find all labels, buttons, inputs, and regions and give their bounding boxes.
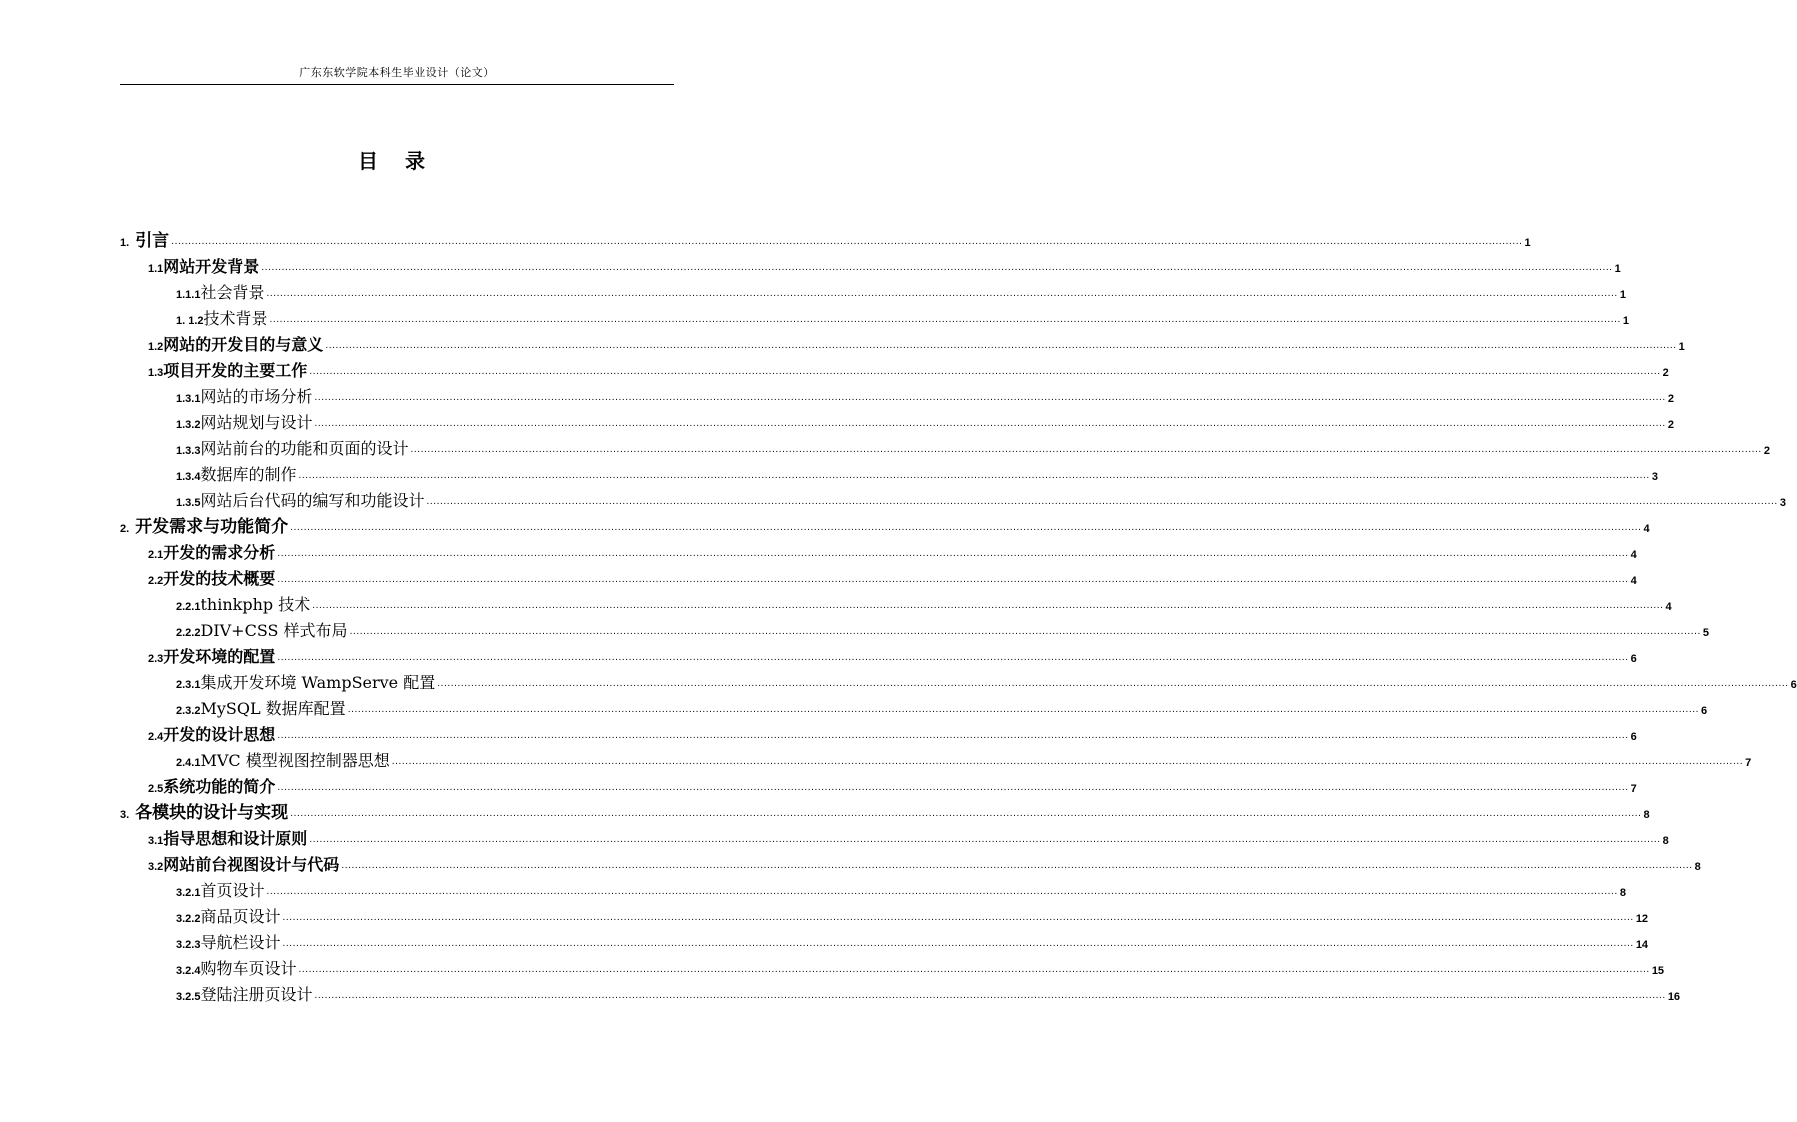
toc-leader-dots: ................................................................................................................................................................................................................................................................................................................................................................................................................	[277, 652, 1629, 663]
toc-entry-title: 首页设计	[200, 881, 265, 900]
toc-entry-number: 3.2	[148, 861, 164, 873]
toc-leader-dots: ................................................................................................................................................................................................................................................................................................................................................................................................................	[282, 938, 1634, 949]
toc-entry-title: 系统功能的简介	[163, 777, 276, 796]
toc-entry[interactable]	[120, 225, 1531, 251]
toc-leader-dots: ................................................................................................................................................................................................................................................................................................................................................................................................................	[437, 678, 1789, 689]
toc-entry-number: 2.2.2	[176, 627, 201, 639]
toc-entry-title: 网站前台视图设计与代码	[163, 855, 340, 874]
toc-leader-dots: ................................................................................................................................................................................................................................................................................................................................................................................................................	[314, 418, 1666, 429]
toc-leader-dots: ................................................................................................................................................................................................................................................................................................................................................................................................................	[309, 834, 1661, 845]
toc-entry-page: 2	[1667, 393, 1674, 405]
toc-entry-page: 4	[1643, 523, 1650, 535]
toc-leader-dots: ................................................................................................................................................................................................................................................................................................................................................................................................................	[312, 600, 1664, 611]
toc-entry[interactable]	[120, 511, 1650, 537]
toc-entry[interactable]	[120, 667, 1797, 693]
toc-entry[interactable]	[120, 797, 1650, 823]
toc-entry-title: 网站开发背景	[163, 257, 260, 276]
toc-entry-title: 技术背景	[203, 309, 268, 328]
toc-leader-dots: ................................................................................................................................................................................................................................................................................................................................................................................................................	[314, 990, 1666, 1001]
toc-entry[interactable]	[120, 563, 1637, 589]
toc-leader-dots: ................................................................................................................................................................................................................................................................................................................................................................................................................	[261, 262, 1613, 273]
toc-entry-title: 指导思想和设计原则	[163, 829, 308, 848]
toc-entry[interactable]	[120, 849, 1701, 875]
toc-leader-dots: ................................................................................................................................................................................................................................................................................................................................................................................................................	[349, 626, 1701, 637]
toc-entry-title: 网站的开发目的与意义	[163, 335, 324, 354]
toc-entry-number: 1.3.3	[176, 445, 201, 457]
toc-entry-number: 3.2.5	[176, 991, 201, 1003]
toc-entry-number: 2.2.1	[176, 601, 201, 613]
toc-entry-page: 1	[1678, 341, 1685, 353]
toc-entry-number: 2.	[120, 523, 130, 535]
toc-entry[interactable]	[120, 641, 1637, 667]
running-header: 广东东软学院本科生毕业设计（论文）	[299, 66, 495, 79]
toc-entry[interactable]	[120, 485, 1786, 511]
toc-entry[interactable]	[120, 329, 1685, 355]
toc-entry-title: 开发的需求分析	[163, 543, 276, 562]
toc-entry-page: 8	[1619, 887, 1626, 899]
toc-entry-number: 3.2.1	[176, 887, 201, 899]
toc-entry-page: 1	[1619, 289, 1626, 301]
toc-entry[interactable]	[120, 381, 1674, 407]
toc-entry-page: 1	[1524, 237, 1531, 249]
toc-entry-title: thinkphp 技术	[200, 595, 311, 614]
toc-entry-title: 社会背景	[200, 283, 265, 302]
toc-entry-page: 2	[1667, 419, 1674, 431]
toc-entry-number: 1.1	[148, 263, 164, 275]
toc-entry-title: MySQL 数据库配置	[200, 699, 346, 718]
toc-entry-title: 开发的技术概要	[163, 569, 276, 588]
toc-leader-dots: ................................................................................................................................................................................................................................................................................................................................................................................................................	[298, 964, 1650, 975]
toc-leader-dots: ................................................................................................................................................................................................................................................................................................................................................................................................................	[391, 756, 1744, 767]
toc-entry-page: 7	[1745, 757, 1752, 769]
toc-entry[interactable]	[120, 537, 1637, 563]
toc-leader-dots: ................................................................................................................................................................................................................................................................................................................................................................................................................	[325, 340, 1677, 351]
toc-entry-page: 6	[1630, 653, 1637, 665]
toc-entry-title: 项目开发的主要工作	[163, 361, 308, 380]
toc-entry-number: 1.1.1	[176, 289, 201, 301]
toc-entry-number: 2.3.1	[176, 679, 201, 691]
toc-leader-dots: ................................................................................................................................................................................................................................................................................................................................................................................................................	[171, 236, 1523, 247]
toc-entry-page: 12	[1635, 913, 1649, 925]
toc-leader-dots: ................................................................................................................................................................................................................................................................................................................................................................................................................	[426, 496, 1778, 507]
toc-entry-number: 2.5	[148, 783, 164, 795]
toc-entry-title: 开发的设计思想	[163, 725, 276, 744]
toc-entry-number: 3.2.2	[176, 913, 201, 925]
toc-leader-dots: ................................................................................................................................................................................................................................................................................................................................................................................................................	[282, 912, 1634, 923]
toc-entry[interactable]	[120, 433, 1770, 459]
toc-entry-page: 1	[1622, 315, 1629, 327]
toc-entry-title: 开发环境的配置	[163, 647, 276, 666]
toc-leader-dots: ................................................................................................................................................................................................................................................................................................................................................................................................................	[266, 886, 1618, 897]
toc-entry-title: 网站的市场分析	[200, 387, 313, 406]
toc-entry-title: 集成开发环境 WampServe 配置	[200, 673, 436, 692]
toc-entry[interactable]	[120, 771, 1637, 797]
toc-entry-title: 登陆注册页设计	[200, 985, 313, 1004]
header-rule	[120, 84, 674, 85]
toc-entry-page: 2	[1763, 445, 1770, 457]
toc-entry[interactable]	[120, 953, 1665, 979]
toc-leader-dots: ................................................................................................................................................................................................................................................................................................................................................................................................................	[277, 574, 1629, 585]
toc-entry-page: 2	[1662, 367, 1669, 379]
toc-entry[interactable]	[120, 277, 1626, 303]
toc-entry-page: 15	[1651, 965, 1665, 977]
toc-entry-page: 8	[1643, 809, 1650, 821]
toc-entry-page: 14	[1635, 939, 1649, 951]
toc-leader-dots: ................................................................................................................................................................................................................................................................................................................................................................................................................	[277, 782, 1629, 793]
toc-entry-title: 导航栏设计	[200, 933, 281, 952]
toc-leader-dots: ................................................................................................................................................................................................................................................................................................................................................................................................................	[269, 314, 1621, 325]
toc-entry[interactable]	[120, 875, 1626, 901]
toc-entry-number: 1.2	[148, 341, 164, 353]
toc-entry-page: 8	[1694, 861, 1701, 873]
toc-entry-number: 1.	[120, 237, 130, 249]
toc-entry-number: 1. 1.2	[176, 315, 204, 327]
toc-entry-number: 2.2	[148, 575, 164, 587]
table-of-contents	[120, 225, 1797, 1005]
toc-entry[interactable]	[120, 615, 1710, 641]
toc-entry[interactable]	[120, 355, 1669, 381]
toc-entry-number: 1.3	[148, 367, 164, 379]
toc-entry-title: 商品页设计	[200, 907, 281, 926]
toc-entry-page: 1	[1614, 263, 1621, 275]
toc-entry[interactable]	[120, 745, 1752, 771]
toc-leader-dots: ................................................................................................................................................................................................................................................................................................................................................................................................................	[298, 470, 1650, 481]
toc-entry-page: 5	[1702, 627, 1710, 639]
toc-entry-page: 7	[1630, 783, 1637, 795]
toc-entry[interactable]	[120, 459, 1658, 485]
toc-entry-number: 2.3	[148, 653, 164, 665]
toc-entry-page: 3	[1651, 471, 1658, 483]
toc-entry-title: 网站后台代码的编写和功能设计	[200, 491, 425, 510]
toc-leader-dots: ................................................................................................................................................................................................................................................................................................................................................................................................................	[347, 704, 1700, 715]
toc-entry-number: 1.3.1	[176, 393, 201, 405]
toc-entry-title: 网站前台的功能和页面的设计	[200, 439, 409, 458]
toc-entry-page: 4	[1630, 549, 1637, 561]
toc-entry-page: 6	[1630, 731, 1637, 743]
toc-entry-number: 2.4.1	[176, 757, 201, 769]
toc-entry[interactable]	[120, 303, 1629, 329]
toc-entry-title: 购物车页设计	[200, 959, 297, 978]
toc-entry-number: 3.1	[148, 835, 164, 847]
toc-entry-number: 2.1	[148, 549, 164, 561]
toc-entry-page: 16	[1667, 991, 1681, 1003]
toc-entry[interactable]	[120, 927, 1649, 953]
toc-entry[interactable]	[120, 901, 1649, 927]
toc-leader-dots: ................................................................................................................................................................................................................................................................................................................................................................................................................	[290, 522, 1642, 533]
toc-entry[interactable]	[120, 823, 1669, 849]
toc-entry-number: 3.	[120, 809, 130, 821]
toc-entry-title: DIV+CSS 样式布局	[200, 621, 348, 640]
toc-entry-title: MVC 模型视图控制器思想	[200, 751, 390, 770]
toc-entry-title: 各模块的设计与实现	[135, 803, 289, 823]
toc-entry[interactable]	[120, 719, 1637, 745]
toc-entry-number: 1.3.4	[176, 471, 201, 483]
toc-entry-title: 开发需求与功能简介	[135, 517, 289, 537]
toc-entry-number: 2.4	[148, 731, 164, 743]
toc-leader-dots: ................................................................................................................................................................................................................................................................................................................................................................................................................	[266, 288, 1618, 299]
toc-entry-page: 8	[1662, 835, 1669, 847]
toc-leader-dots: ................................................................................................................................................................................................................................................................................................................................................................................................................	[341, 860, 1693, 871]
toc-entry[interactable]	[120, 251, 1621, 277]
toc-entry-page: 3	[1779, 497, 1786, 509]
toc-leader-dots: ................................................................................................................................................................................................................................................................................................................................................................................................................	[290, 808, 1642, 819]
toc-entry-number: 2.3.2	[176, 705, 201, 717]
toc-entry[interactable]	[120, 979, 1681, 1005]
toc-entry[interactable]	[120, 693, 1708, 719]
toc-entry[interactable]	[120, 589, 1672, 615]
toc-entry[interactable]	[120, 407, 1674, 433]
toc-leader-dots: ................................................................................................................................................................................................................................................................................................................................................................................................................	[277, 548, 1629, 559]
toc-leader-dots: ................................................................................................................................................................................................................................................................................................................................................................................................................	[410, 444, 1762, 455]
toc-entry-page: 6	[1701, 705, 1708, 717]
toc-entry-number: 1.3.5	[176, 497, 201, 509]
toc-title: 目 录	[358, 149, 435, 173]
toc-entry-number: 3.2.3	[176, 939, 201, 951]
toc-leader-dots: ................................................................................................................................................................................................................................................................................................................................................................................................................	[309, 366, 1661, 377]
toc-entry-number: 1.3.2	[176, 419, 201, 431]
toc-leader-dots: ................................................................................................................................................................................................................................................................................................................................................................................................................	[314, 392, 1666, 403]
toc-entry-page: 4	[1630, 575, 1637, 587]
toc-entry-page: 6	[1790, 679, 1797, 691]
toc-entry-title: 数据库的制作	[200, 465, 297, 484]
toc-leader-dots: ................................................................................................................................................................................................................................................................................................................................................................................................................	[277, 730, 1629, 741]
toc-entry-title: 网站规划与设计	[200, 413, 313, 432]
toc-entry-number: 3.2.4	[176, 965, 201, 977]
toc-entry-page: 4	[1665, 601, 1672, 613]
toc-entry-title: 引言	[135, 231, 170, 251]
